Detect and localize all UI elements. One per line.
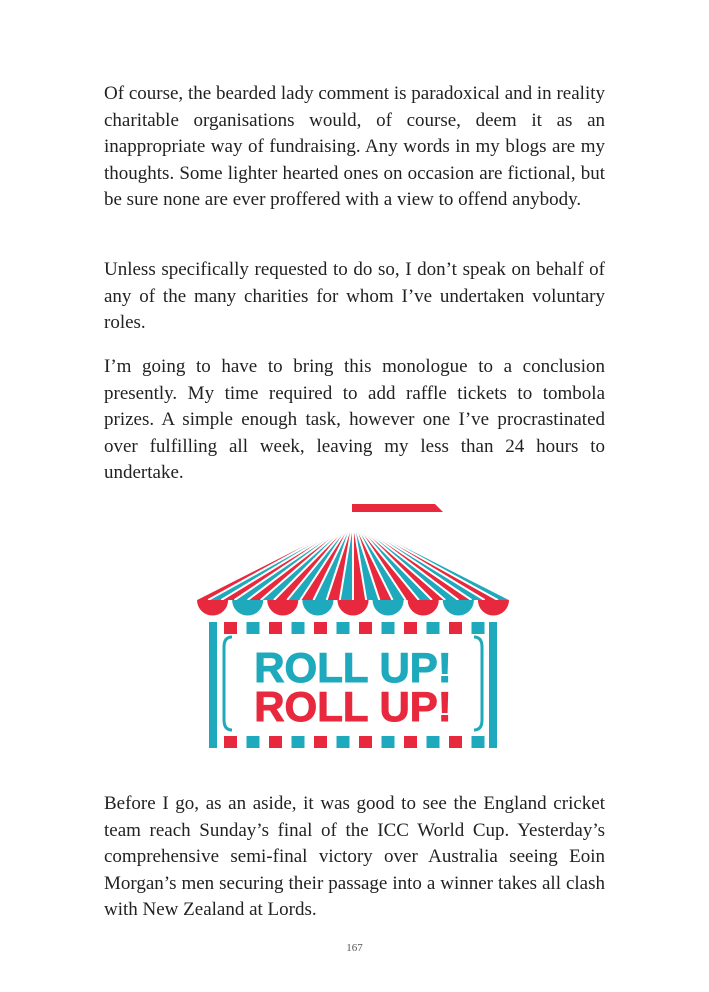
banner-dash [449,736,462,748]
tent-flag [352,504,443,512]
scallop [373,600,404,616]
banner-dash [427,736,440,748]
scallop [408,600,439,616]
tent-banner [209,622,497,748]
paragraph-1: Of course, the bearded lady comment is paradoxical and in reality charitable organisations would, of course, deem it as an inappropriate way of fundraising. Any words in my blogs are my thoughts. Some lighter hearted ones on occasion are fictional, but be sure none are ever proffered with a view to offend anybody. [104,83,605,210]
banner-dash [247,736,260,748]
banner-top-dashes [224,622,485,634]
banner-dash [314,736,327,748]
banner-dash [269,736,282,748]
banner-dash [359,622,372,634]
banner-dash [292,622,305,634]
scallop [232,600,263,616]
banner-dash [314,622,327,634]
banner-dash [247,622,260,634]
tent-scallops [197,600,509,616]
scallop [478,600,509,616]
banner-dash [472,622,485,634]
scallop [302,600,333,616]
banner-dash [224,622,237,634]
paragraph-2: Unless specifically requested to do so, I don’t speak on behalf of any of the many charities for whom I’ve undertaken voluntary roles. [104,259,605,333]
banner-dash [224,736,237,748]
banner-dash [427,622,440,634]
banner-dash [449,622,462,634]
scallop [267,600,298,616]
banner-right-side [489,622,497,748]
scallop [337,600,368,616]
tent-roof [195,520,511,600]
banner-dash [404,622,417,634]
paragraph-3: I’m going to have to bring this monologue to a conclusion presently. My time required to add raffle tickets to tombola prizes. A simple enough task, however one I’ve procrastinated over fulfilling all week, leaving my less than 24 hours to undertake. [104,356,605,483]
paragraph-4: Before I go, as an aside, it was good to see the England cricket team reach Sunday’s final of the ICC World Cup. Yesterday’s comprehensive semi-final victory over Australia seeing Eoin Morgan’s men securing their passage into a winner takes all clash with New Zealand at Lords. [104,793,605,920]
banner-line-1: ROLL UP! [254,644,452,691]
banner-dash [359,736,372,748]
banner-left-side [209,622,217,748]
circus-tent-illustration [192,502,514,752]
scallop [197,600,228,616]
banner-left-bracket [224,637,232,730]
banner-right-bracket [474,637,482,730]
banner-dash [382,622,395,634]
banner-dash [269,622,282,634]
banner-line-2: ROLL UP! [254,683,452,730]
banner-dash [292,736,305,748]
banner-dash [337,736,350,748]
page-number: 167 [346,942,363,954]
scallop [443,600,474,616]
banner-dash [337,622,350,634]
banner-dash [382,736,395,748]
banner-bottom-dashes [224,736,485,748]
banner-dash [472,736,485,748]
banner-dash [404,736,417,748]
